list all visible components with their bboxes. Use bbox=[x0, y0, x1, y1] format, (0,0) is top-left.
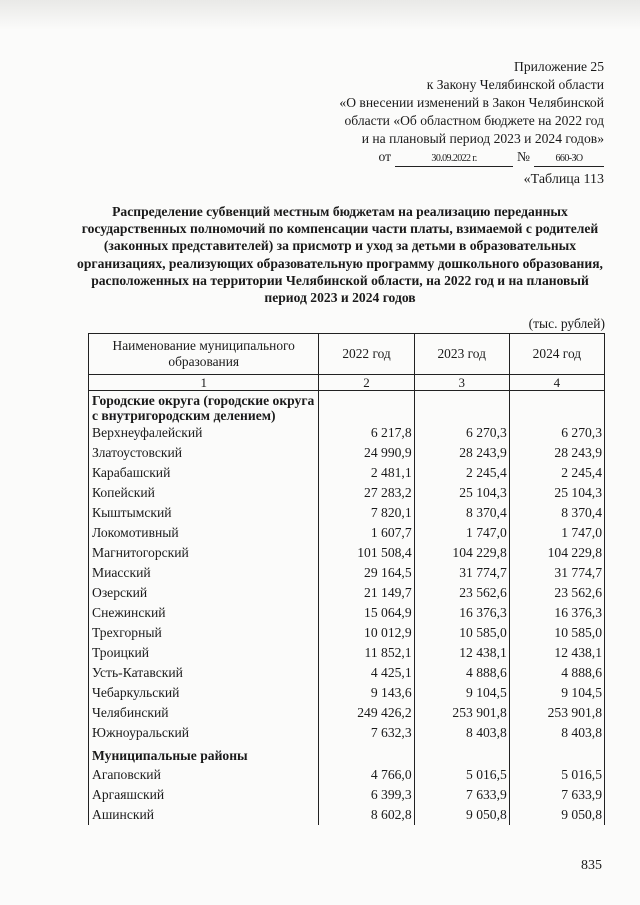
value-2022: 7 820,1 bbox=[319, 503, 414, 523]
value-2022: 101 508,4 bbox=[319, 543, 414, 563]
municipality-name: Копейский bbox=[89, 483, 319, 503]
empty-cell bbox=[319, 391, 414, 424]
value-2023: 10 585,0 bbox=[414, 623, 509, 643]
value-2022: 6 399,3 bbox=[319, 785, 414, 805]
appendix-header bbox=[274, 58, 604, 167]
table-row bbox=[89, 523, 605, 543]
municipality-name: Трехгорный bbox=[89, 623, 319, 643]
table-row bbox=[89, 643, 605, 663]
empty-cell bbox=[414, 743, 509, 765]
value-2023: 9 104,5 bbox=[414, 683, 509, 703]
value-2024: 7 633,9 bbox=[509, 785, 604, 805]
empty-cell bbox=[414, 391, 509, 424]
col-header-2024: 2024 год bbox=[509, 334, 604, 375]
header-line-4: области «Об областном бюджете на 2022 год bbox=[344, 113, 604, 128]
column-number-row bbox=[89, 375, 605, 391]
table-body bbox=[89, 391, 605, 826]
value-2023: 9 050,8 bbox=[414, 805, 509, 825]
table-row bbox=[89, 623, 605, 643]
value-2024: 9 050,8 bbox=[509, 805, 604, 825]
municipality-name: Верхнеуфалейский bbox=[89, 423, 319, 443]
value-2024: 8 370,4 bbox=[509, 503, 604, 523]
from-label: от bbox=[378, 149, 392, 164]
municipality-name: Миасский bbox=[89, 563, 319, 583]
units-label: (тыс. рублей) bbox=[528, 316, 605, 331]
document-title: Распределение субвенций местным бюджетам на реализацию переданных государственных полномочий по компенсации части платы, взимаемой с родителей (законных представителей) за присмотр и уход за детьми в образовательных организациях, реализующих образовательную программу дошкольного образования, расположенных на территории Челябинской области, на 2022 год и на плановый период 2023 и 2024 годов bbox=[77, 204, 603, 306]
municipality-name: Троицкий bbox=[89, 643, 319, 663]
municipality-name: Златоустовский bbox=[89, 443, 319, 463]
col-header-name: Наименование муниципального образования bbox=[89, 334, 319, 375]
municipality-name: Локомотивный bbox=[89, 523, 319, 543]
value-2022: 8 602,8 bbox=[319, 805, 414, 825]
table-row bbox=[89, 543, 605, 563]
value-2023: 23 562,6 bbox=[414, 583, 509, 603]
value-2022: 4 425,1 bbox=[319, 663, 414, 683]
empty-cell bbox=[509, 391, 604, 424]
table-row bbox=[89, 503, 605, 523]
value-2024: 6 270,3 bbox=[509, 423, 604, 443]
municipality-name: Аргаяшский bbox=[89, 785, 319, 805]
col-number: 3 bbox=[414, 375, 509, 391]
number-label: № bbox=[517, 149, 530, 164]
value-2024: 28 243,9 bbox=[509, 443, 604, 463]
value-2022: 6 217,8 bbox=[319, 423, 414, 443]
header-line-5: и на плановый период 2023 и 2024 годов» bbox=[361, 131, 604, 146]
value-2023: 12 438,1 bbox=[414, 643, 509, 663]
municipality-name: Кыштымский bbox=[89, 503, 319, 523]
table-row bbox=[89, 785, 605, 805]
municipality-name: Карабашский bbox=[89, 463, 319, 483]
table-row bbox=[89, 703, 605, 723]
value-2023: 6 270,3 bbox=[414, 423, 509, 443]
table-row bbox=[89, 563, 605, 583]
value-2022: 4 766,0 bbox=[319, 765, 414, 785]
value-2022: 1 607,7 bbox=[319, 523, 414, 543]
value-2022: 24 990,9 bbox=[319, 443, 414, 463]
municipality-name: Ашинский bbox=[89, 805, 319, 825]
value-2024: 104 229,8 bbox=[509, 543, 604, 563]
value-2022: 29 164,5 bbox=[319, 563, 414, 583]
table-row bbox=[89, 463, 605, 483]
col-header-2022: 2022 год bbox=[319, 334, 414, 375]
table-row bbox=[89, 443, 605, 463]
municipality-name: Челябинский bbox=[89, 703, 319, 723]
value-2022: 249 426,2 bbox=[319, 703, 414, 723]
table-row bbox=[89, 683, 605, 703]
value-2023: 5 016,5 bbox=[414, 765, 509, 785]
header-line-3: «О внесении изменений в Закон Челябинской bbox=[339, 95, 604, 110]
value-2023: 25 104,3 bbox=[414, 483, 509, 503]
municipality-name: Снежинский bbox=[89, 603, 319, 623]
table-label: «Таблица 113 bbox=[523, 172, 604, 187]
value-2024: 1 747,0 bbox=[509, 523, 604, 543]
municipality-name: Усть-Катавский bbox=[89, 663, 319, 683]
table-header-row bbox=[89, 334, 605, 375]
table-row bbox=[89, 805, 605, 825]
value-2023: 8 403,8 bbox=[414, 723, 509, 743]
table-row bbox=[89, 483, 605, 503]
value-2023: 253 901,8 bbox=[414, 703, 509, 723]
empty-cell bbox=[319, 743, 414, 765]
page-number: 835 bbox=[581, 858, 602, 873]
value-2022: 2 481,1 bbox=[319, 463, 414, 483]
value-2023: 7 633,9 bbox=[414, 785, 509, 805]
value-2023: 8 370,4 bbox=[414, 503, 509, 523]
value-2022: 15 064,9 bbox=[319, 603, 414, 623]
scan-edge-shadow bbox=[0, 0, 640, 30]
date-number-row bbox=[274, 148, 604, 167]
value-2024: 8 403,8 bbox=[509, 723, 604, 743]
section-title: Муниципальные районы bbox=[89, 743, 319, 765]
table-row bbox=[89, 583, 605, 603]
value-2022: 10 012,9 bbox=[319, 623, 414, 643]
municipality-name: Магнитогорский bbox=[89, 543, 319, 563]
value-2022: 21 149,7 bbox=[319, 583, 414, 603]
table-row bbox=[89, 423, 605, 443]
value-2023: 31 774,7 bbox=[414, 563, 509, 583]
section-header-row bbox=[89, 391, 605, 424]
municipality-name: Агаповский bbox=[89, 765, 319, 785]
municipality-name: Озерский bbox=[89, 583, 319, 603]
law-number: 660-ЗО bbox=[534, 152, 604, 167]
subvention-table bbox=[88, 333, 605, 825]
municipality-name: Чебаркульский bbox=[89, 683, 319, 703]
value-2022: 7 632,3 bbox=[319, 723, 414, 743]
value-2024: 9 104,5 bbox=[509, 683, 604, 703]
col-header-2023: 2023 год bbox=[414, 334, 509, 375]
header-line-2: к Закону Челябинской области bbox=[426, 77, 604, 92]
table-row bbox=[89, 603, 605, 623]
value-2024: 10 585,0 bbox=[509, 623, 604, 643]
section-header-row bbox=[89, 743, 605, 765]
value-2023: 104 229,8 bbox=[414, 543, 509, 563]
value-2024: 5 016,5 bbox=[509, 765, 604, 785]
table-row bbox=[89, 723, 605, 743]
value-2024: 25 104,3 bbox=[509, 483, 604, 503]
value-2024: 16 376,3 bbox=[509, 603, 604, 623]
section-title: Городские округа (городские округа с внутригородским делением) bbox=[89, 391, 319, 424]
header-line-1: Приложение 25 bbox=[514, 59, 604, 74]
empty-cell bbox=[509, 743, 604, 765]
value-2023: 1 747,0 bbox=[414, 523, 509, 543]
value-2023: 4 888,6 bbox=[414, 663, 509, 683]
law-date: 30.09.2022 г. bbox=[395, 152, 513, 167]
value-2024: 4 888,6 bbox=[509, 663, 604, 683]
municipality-name: Южноуральский bbox=[89, 723, 319, 743]
value-2024: 31 774,7 bbox=[509, 563, 604, 583]
value-2024: 2 245,4 bbox=[509, 463, 604, 483]
value-2023: 2 245,4 bbox=[414, 463, 509, 483]
value-2023: 16 376,3 bbox=[414, 603, 509, 623]
col-number: 2 bbox=[319, 375, 414, 391]
value-2024: 253 901,8 bbox=[509, 703, 604, 723]
col-number: 1 bbox=[89, 375, 319, 391]
value-2024: 23 562,6 bbox=[509, 583, 604, 603]
col-number: 4 bbox=[509, 375, 604, 391]
value-2024: 12 438,1 bbox=[509, 643, 604, 663]
table-row bbox=[89, 765, 605, 785]
value-2022: 27 283,2 bbox=[319, 483, 414, 503]
value-2022: 9 143,6 bbox=[319, 683, 414, 703]
table-row bbox=[89, 663, 605, 683]
value-2023: 28 243,9 bbox=[414, 443, 509, 463]
value-2022: 11 852,1 bbox=[319, 643, 414, 663]
